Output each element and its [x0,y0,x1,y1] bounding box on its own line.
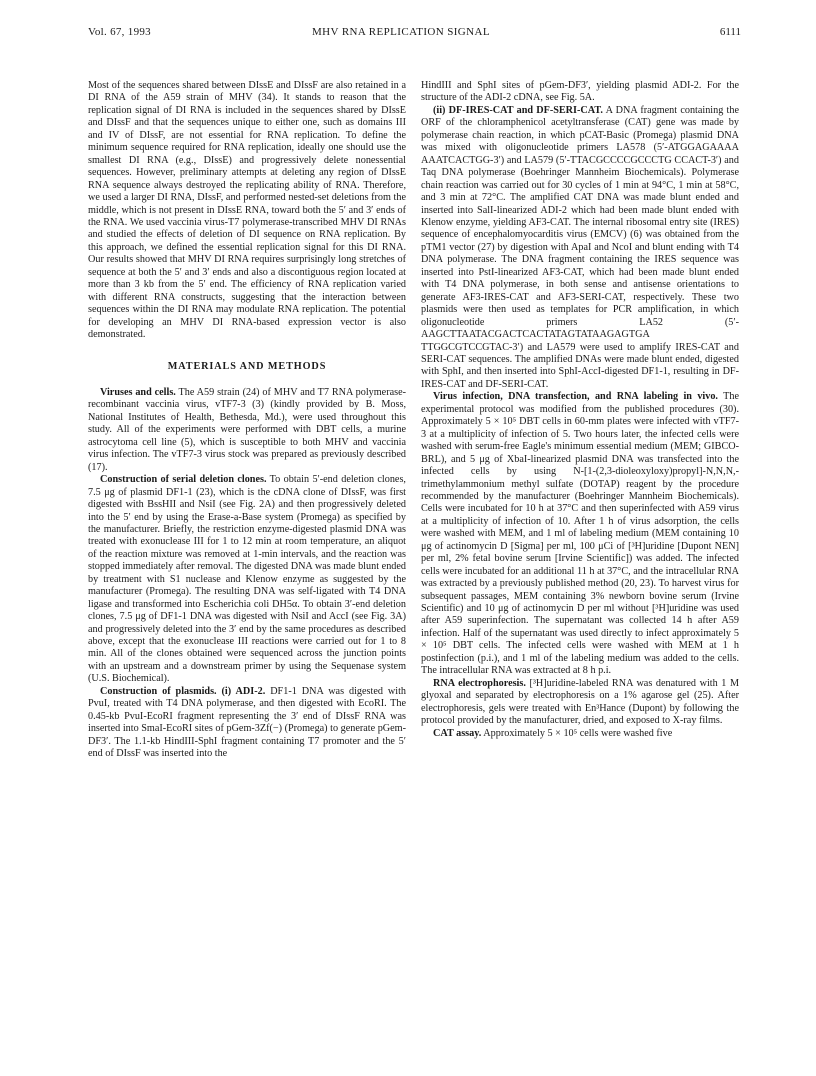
serial-deletion-text: To obtain 5′-end deletion clones, 7.5 μg of plasmid DF1-1 (23), which is the cDNA clone of DIssF, was first digested with BssHII and NsiI (see Fig. 2A) and then progressively deleted into the 5′ end by using the Erase-a-Base system (Promega) as specified by the manufacturer. Briefly, the restriction enzyme-digested plasmid DNA was treated with exonuclease III for 1 to 12 min at room temperature, an aliquot of the reaction mixture was removed at 1-min intervals, and the reaction was stopped immediately after removal. The digested DNA was made blunt ended by treatment with S1 nuclease and Klenow enzyme as suggested by the manufacturer (Promega). The resulting DNA was self-ligated with T4 DNA ligase and transformed into Escherichia coli DH5α. To obtain 3′-end deletion clones, 7.5 μg of DF1-1 DNA was digested with NsiI and AccI (see Fig. 3A) and progressively deleted into the 3′ end by the same procedures as described above, except that the exonuclease III reactions were carried out for 1 to 8 min. All of the clones obtained were sequenced across the junction points with an upstream and a downstream primer by using the Sequenase system (U.S. Biochemical). [88,474,406,685]
cat-construct-runin: (ii) DF-IRES-CAT and DF-SERI-CAT. [433,104,603,116]
plasmids-text: DF1-1 DNA was digested with PvuI, treated with T4 DNA polymerase, and then digested with EcoRI. The 0.45-kb PvuI-EcoRI fragment representing the 3′ end of DIssF RNA was inserted into SmaI-EcoRI sites of pGem-3Zf(−) (Promega) to generate pGem-DF3′. The 1.1-kb HindIII-SphI fragment containing T7 promoter and the 5′ end of DIssF was inserted into the [88,685,406,760]
running-title: MHV RNA REPLICATION SIGNAL [312,26,490,38]
serial-deletion-runin: Construction of serial deletion clones. [100,474,267,486]
viruses-text: The A59 strain (24) of MHV and T7 RNA polymerase-recombinant vaccinia virus, vTF7-3 (3) (kindly provided by B. Moss, National Institutes of Health, Bethesda, Md.), were used throughout this study. All of the experiments were performed with DBT cells, a murine astrocytoma cell line (5), which is susceptible to both MHV and vaccinia virus infection. The vTF7-3 virus stock was prepared as previously described (17). [88,386,406,473]
cat-construct-text: A DNA fragment containing the ORF of the chloramphenicol acetyltransferase (CAT) gene was made by polymerase chain reaction, in which pCAT-Basic (Promega) plasmid DNA was mixed with oligonucleotide primers LA578 (5′-ATGGAGAAAA AAATCACTGG-3′) and LA579 (5′-TTACGCCCCGCCCTG CCACT-3′) and Taq DNA polymerase (Boehringer Mannheim Biochemicals). Polymerase chain reaction was carried out for 30 cycles of 1 min at 94°C, 1 min at 58°C, and 3 min at 72°C. The amplified CAT DNA was made blunt ended and inserted into SalI-linearized ADI-2 which had been made blunt ended with Klenow enzyme, yielding AF3-CAT. The internal ribosomal entry site (IRES) sequence of encephalomyocarditis virus (EMCV) (6) was obtained from the pTM1 vector (27) by digestion with ApaI and NcoI and blunt ending with T4 DNA polymerase. The DNA fragment containing the IRES sequence was inserted into PstI-linearized AF3-CAT, which had been made blunt ended with T4 DNA polymerase, in both sense and antisense orientations to generate AF3-IRES-CAT and AF3-SERI-CAT, respectively. These two plasmids were then used as templates for PCR amplification, in which oligonucleotide primers LA52 (5′-AAGCTTAATACGACTCACTATAGTATAAGAGTGA TTGGCGTCCGTAC-3′) and LA579 were used to amplify IRES-CAT and SERI-CAT sequences. The amplified DNAs were made blunt ended, digested with SphI, and then inserted into SphI-AccI-digested DF1-1, resulting in DF-IRES-CAT and DF-SERI-CAT. [421,104,739,390]
serial-deletion-paragraph [88,474,406,686]
viruses-runin: Viruses and cells. [100,386,176,398]
plasmids-paragraph [88,686,406,761]
plasmids-runin: Construction of plasmids. (i) ADI-2. [100,685,266,697]
cat-assay-runin: CAT assay. [433,727,482,739]
page-number: 6111 [719,26,741,38]
infection-runin: Virus infection, DNA transfection, and RNA labeling in vivo. [433,391,718,403]
continuation-paragraph: HindIII and SphI sites of pGem-DF3′, yielding plasmid ADI-2. For the structure of the ADI-2 cDNA, see Fig. 5A. [421,80,739,104]
cat-assay-paragraph [421,728,739,740]
electrophoresis-paragraph [421,678,739,728]
intro-paragraph: Most of the sequences shared between DIssE and DIssF are also retained in a DI RNA of the A59 strain of MHV (34). It stands to reason that the replication signal of DI RNA is included in the sequences shared by DIssE and DIssF and that the sequences unique to either one, such as domains III and IV of DIssF, are not essential for RNA replication. To define the minimum sequence required for RNA replication, ideally one should use the smallest DI RNA (e.g., DIssE) and progressively delete nonessential sequences. However, preliminary attempts at deleting any region of DIssE RNA sequence always destroyed the replicating ability of RNA. Therefore, we used a larger DI RNA, DIssF, and performed nested-set deletions from the middle, which is not present in DIssE RNA, toward both the 5′ and 3′ ends of the RNA. We used vaccinia virus-T7 polymerase-transcribed MHV DI RNAs and studied the effects of deletion of DI sequence on RNA replication. By this approach, we defined the essential replication signal for this DI RNA. Our results showed that MHV DI RNA requires surprisingly long stretches of sequence at both the 5′ and 3′ ends and also a discontiguous region located at more than 3 kb from the 5′ end. The efficiency of RNA replication varied with different RNA constructs, suggesting that the interaction between sequences within the DI RNA may modulate RNA replication. The potential for developing an MHV DI RNA-based expression vector is also demonstrated. [88,80,406,341]
infection-text: The experimental protocol was modified from the published procedures (30). Approximately 5 × 10⁵ DBT cells in 60-mm plates were infected with vTF7-3 at a multiplicity of infection of 5. Two hours later, the infected cells were washed with serum-free Eagle's minimum essential medium (MEM; GIBCO-BRL), and 5 μg of XbaI-linearized plasmid DNA was transfected into the infected cells by using N-[1-(2,3-dioleoxyloxy)propyl]-N,N,N,-trimethylammonium methyl sulfate (DOTAP) reagent by the procedure recommended by the manufacturer (Boehringer Mannheim Biochemicals). Cells were incubated for 10 h at 37°C and then superinfected with A59 virus at a multiplicity of infection of 10. After 1 h of virus adsorption, the cells were washed with MEM, and 1 ml of labeling medium (MEM containing 10 μg of actinomycin D [Sigma] per ml, 100 μCi of [³H]uridine [Dupont NEN] per ml, 2% fetal bovine serum [Irvine Scientific]) was added. The infected cells were incubated for an additional 11 h at 37°C, and the intracellular RNA was extracted by a previously published method (20, 23). To harvest virus for subsequent passages, MEM containing 3% newborn bovine serum (Irvine Scientific) and 10 μg of actinomycin D per ml without [³H]uridine was used after A59 superinfection. The supernatant was collected 14 h after A59 infection. Half of the supernatant was used directly to infect approximately 5 × 10⁵ DBT cells. The infected cells were washed with MEM at 1 h postinfection (p.i.), and 1 ml of the labeling medium was added to the cells. The intracellular RNA was extracted at 8 h p.i. [421,391,739,677]
right-column [421,80,739,740]
electrophoresis-runin: RNA electrophoresis. [433,677,526,689]
cat-assay-text: Approximately 5 × 10⁵ cells were washed five [483,727,673,739]
running-header [88,26,741,42]
section-heading: MATERIALS AND METHODS [167,360,327,372]
infection-paragraph [421,391,739,677]
left-column [88,80,406,761]
cat-construct-paragraph [421,105,739,391]
electrophoresis-text: [³H]uridine-labeled RNA was denatured with 1 M glyoxal and separated by electrophoresis on a 1% agarose gel (25). After electrophoresis, gels were treated with En³Hance (Dupont) by following the protocol provided by the manufacturer, dried, and exposed to X-ray films. [421,677,740,727]
viruses-paragraph [88,387,406,474]
volume-label: Vol. 67, 1993 [88,26,151,38]
